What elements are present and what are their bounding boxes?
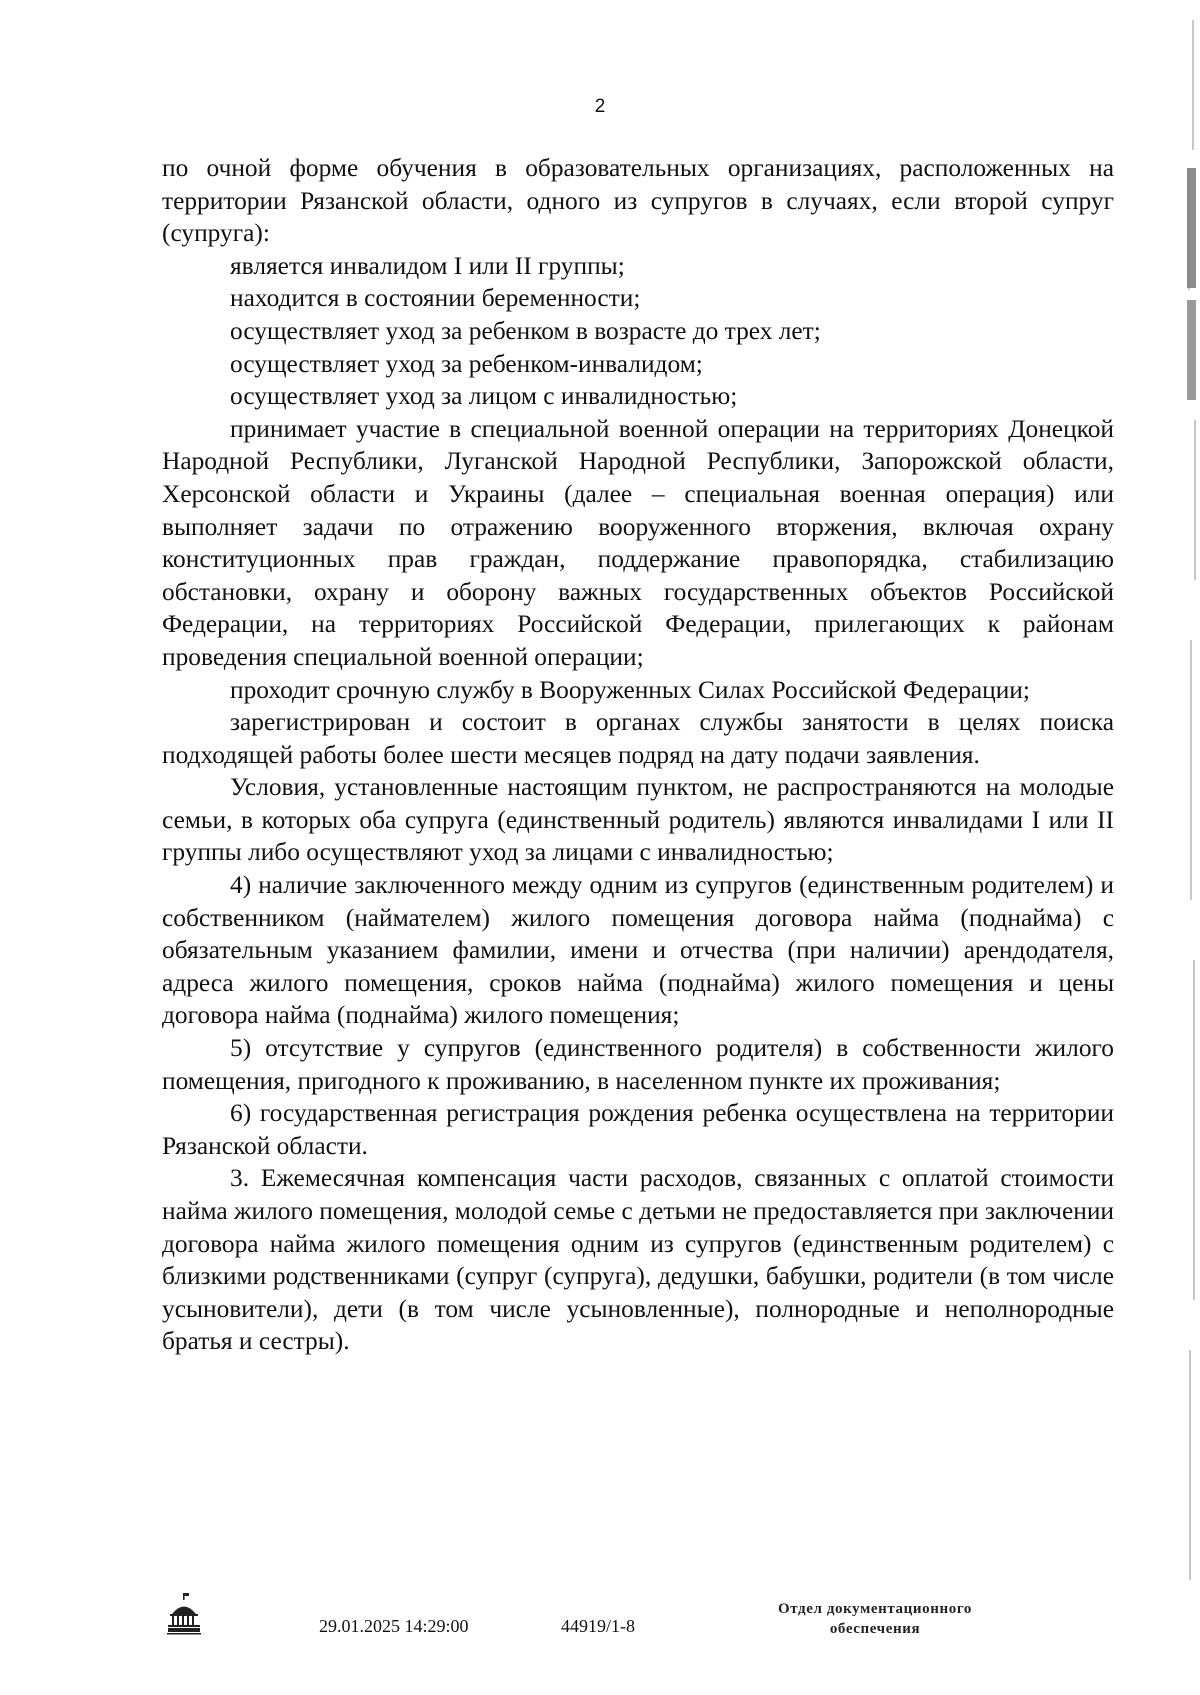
paragraph: зарегистрирован и состоит в органах службы занятости в целях поиска подходящей работы более шести месяцев подряд на дату подачи заявления. xyxy=(162,708,1114,769)
footer-document-number: 44919/1-8 xyxy=(561,1616,635,1636)
paragraph: осуществляет уход за ребенком в возрасте до трех лет; xyxy=(230,316,821,345)
paragraph: осуществляет уход за лицом с инвалидностью; xyxy=(230,382,738,411)
paragraph: принимает участие в специальной военной операции на территориях Донецкой Народной Республики, Луганской Народной Республики, Запорожской области, Херсонской области и Украины (далее – специальная военная операция) или выполняет задачи по отражению вооруженного вторжения, включая охрану конституционных прав граждан, поддержание правопорядка, стабилизацию обстановки, охрану и оборону важных государственных объектов Российской Федерации, на территориях Российской Федерации, прилегающих к районам проведения специальной военной операции; xyxy=(162,414,1114,671)
paragraph: находится в состоянии беременности; xyxy=(230,284,641,313)
paragraph: является инвалидом I или II группы; xyxy=(230,251,625,280)
scan-edge-noise xyxy=(1178,0,1200,1695)
stamp-line: обеспечения xyxy=(829,1621,921,1637)
paragraph: осуществляет уход за ребенком-инвалидом; xyxy=(230,349,703,378)
paragraph: 4) наличие заключенного между одним из супругов (единственным родителем) и собственником (наймателем) жилого помещения договора найма (поднайма) с обязательным указанием фамилии, имени и отчества (при наличии) арендодателя, адреса жилого помещения, сроков найма (поднайма) жилого помещения и цены договора найма (поднайма) жилого помещения; xyxy=(162,871,1114,1030)
paragraph: по очной форме обучения в образовательных организациях, расположенных на территории Рязанской области, одного из супругов в случаях, если второй супруг (супруга): xyxy=(162,154,1114,248)
page-number: 2 xyxy=(594,96,606,117)
paragraph: 5) отсутствие у супругов (единственного родителя) в собственности жилого помещения, пригодного к проживанию, в населенном пункте их проживания; xyxy=(162,1034,1114,1095)
paragraph: Условия, установленные настоящим пунктом, не распространяются на молодые семьи, в которых оба супруга (единственный родитель) являются инвалидами I или II группы либо осуществляют уход за лицами с инвалидностью; xyxy=(162,773,1114,867)
paragraph: проходит срочную службу в Вооруженных Силах Российской Федерации; xyxy=(230,675,1030,704)
paragraph: 6) государственная регистрация рождения ребенка осуществлена на территории Рязанской области. xyxy=(162,1099,1114,1160)
stamp-line: Отдел документационного xyxy=(778,1601,972,1617)
paragraph: 3. Ежемесячная компенсация части расходов, связанных с оплатой стоимости найма жилого помещения, молодой семье с детьми не предоставляется при заключении договора найма жилого помещения одним из супругов (единственным родителем) с близкими родственниками (супруг (супруга), дедушки, бабушки, родители (в том числе усыновители), дети (в том числе усыновленные), полнородные и неполнородные братья и сестры). xyxy=(162,1164,1114,1356)
duma-building-icon xyxy=(166,1592,202,1636)
footer-datetime: 29.01.2025 14:29:00 xyxy=(319,1616,469,1636)
department-stamp xyxy=(730,1599,1020,1639)
document-body xyxy=(162,152,1114,1358)
